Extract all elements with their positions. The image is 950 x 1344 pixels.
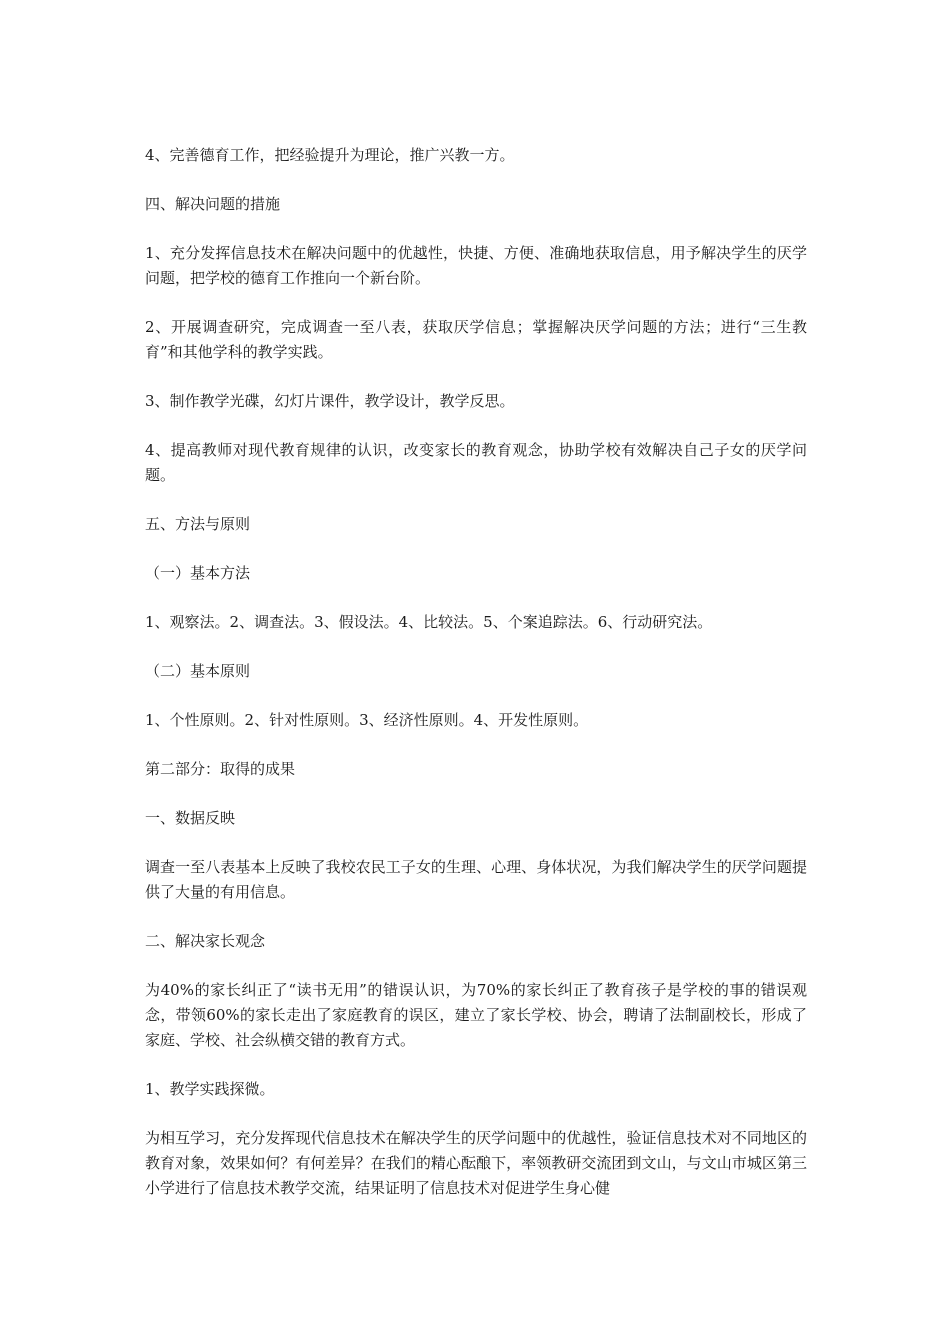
- heading-parent-concepts: 二、解决家长观念: [145, 932, 266, 950]
- heading-teaching-practice: 1、教学实践探微。: [145, 1080, 275, 1098]
- heading-section-five-methods: 五、方法与原则: [145, 515, 251, 533]
- paragraph-teaching-practice: 为相互学习，充分发挥现代信息技术在解决学生的厌学问题中的优越性，验证信息技术对不同地区的教育对象，效果如何？有何差异？在我们的精心酝酿下，率领教研交流团到文山，与文山市城区第三小学进行了信息技术教学交流，结果证明了信息技术对促进学生身心健: [145, 1129, 807, 1197]
- subheading-basic-principles: （二）基本原则: [145, 662, 251, 680]
- subheading-basic-methods: （一）基本方法: [145, 564, 251, 582]
- heading-part-two-results: 第二部分：取得的成果: [145, 760, 296, 778]
- paragraph-4-moral-education: 4、完善德育工作，把经验提升为理论，推广兴教一方。: [145, 146, 515, 164]
- heading-section-four-measures: 四、解决问题的措施: [145, 195, 281, 213]
- paragraph-measure-4: 4、提高教师对现代教育规律的认识，改变家长的教育观念，协助学校有效解决自己子女的厌学问题。: [145, 441, 807, 484]
- paragraph-data-reflection: 调查一至八表基本上反映了我校农民工子女的生理、心理、身体状况，为我们解决学生的厌学问题提供了大量的有用信息。: [145, 858, 807, 901]
- document-body: [145, 143, 807, 1225]
- paragraph-principles-list: 1、个性原则。2、针对性原则。3、经济性原则。4、开发性原则。: [145, 711, 589, 729]
- paragraph-measure-1: 1、充分发挥信息技术在解决问题中的优越性，快捷、方便、准确地获取信息，用予解决学生的厌学问题，把学校的德育工作推向一个新台阶。: [145, 244, 807, 287]
- paragraph-measure-2: 2、开展调查研究，完成调查一至八表，获取厌学信息；掌握解决厌学问题的方法；进行“三生教育”和其他学科的教学实践。: [145, 318, 807, 361]
- paragraph-parent-concepts: 为40%的家长纠正了“读书无用”的错误认识，为70%的家长纠正了教育孩子是学校的事的错误观念，带领60%的家长走出了家庭教育的误区，建立了家长学校、协会，聘请了法制副校长，形成了家庭、学校、社会纵横交错的教育方式。: [145, 981, 807, 1049]
- paragraph-measure-3: 3、制作教学光碟，幻灯片课件，教学设计，教学反思。: [145, 392, 515, 410]
- paragraph-methods-list: 1、观察法。2、调查法。3、假设法。4、比较法。5、个案追踪法。6、行动研究法。: [145, 613, 713, 631]
- heading-data-reflection: 一、数据反映: [145, 809, 236, 827]
